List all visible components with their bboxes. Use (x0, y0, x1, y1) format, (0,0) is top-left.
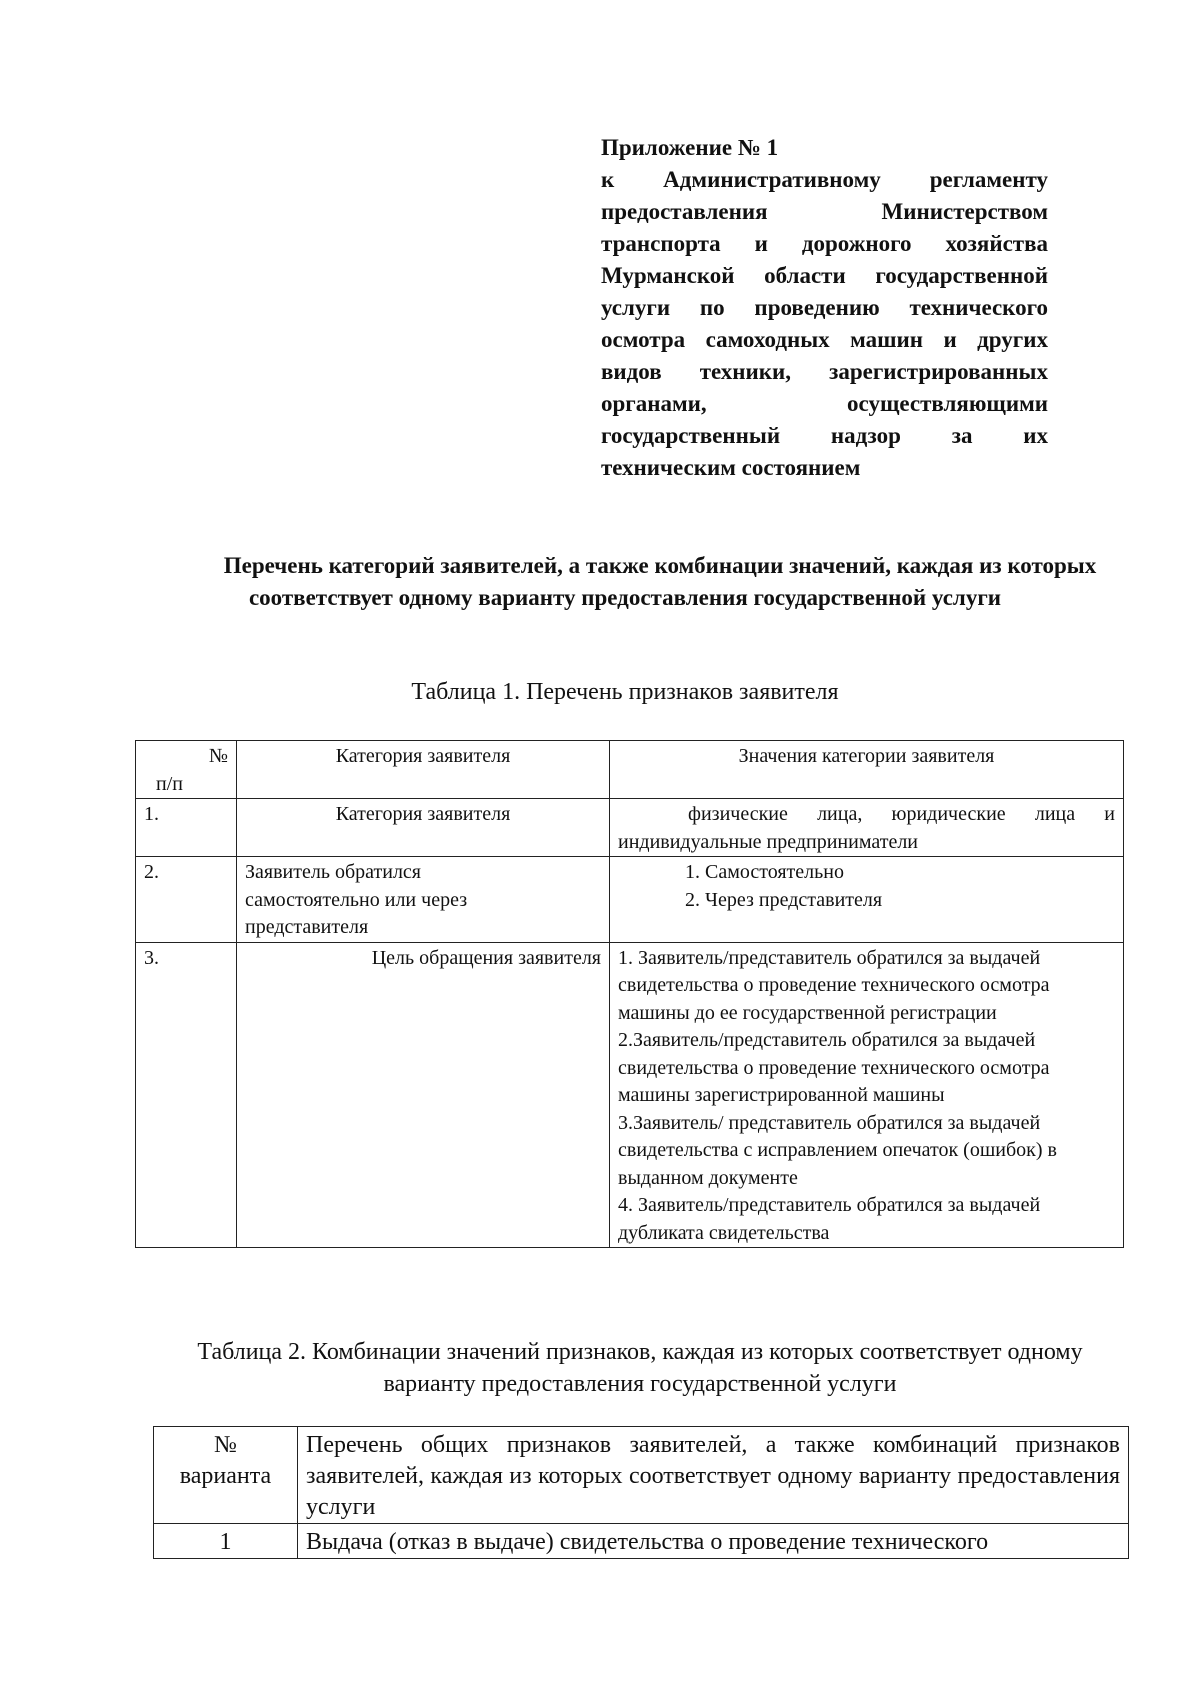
row-values-cell: физические лица, юридические лица и индивидуальные предприниматели (610, 799, 1124, 857)
header-num-top: № (208, 745, 228, 767)
row-category-cell: Категория заявителя (237, 799, 610, 857)
header-variant-top: № (214, 1432, 237, 1458)
table-row (136, 942, 1124, 1248)
row-num-cell: 3. (136, 942, 237, 1248)
header-variant-bottom: варианта (179, 1463, 272, 1489)
heading-text: Перечень категорий заявителей, а также комбинации значений, каждая из которых соответствует одному варианту предоставления государственной услуги (223, 553, 1097, 610)
header-list-cell: Перечень общих признаков заявителей, а также комбинаций признаков заявителей, каждая из которых соответствует одному варианту предоставления услуги (298, 1427, 1129, 1524)
table-row (136, 799, 1124, 857)
value-item: 1. Заявитель/представитель обратился за выдачей свидетельства о проведение технического осмотра машины до ее государственной регистрации (618, 946, 1050, 1024)
row-text-cell: Выдача (отказ в выдаче) свидетельства о проведение технического (298, 1524, 1129, 1559)
row-category-cell: Заявитель обратился самостоятельно или через представителя (237, 857, 610, 943)
table2-caption: Таблица 2. Комбинации значений признаков, каждая из которых соответствует одному варианту предоставления государственной услуги (197, 1339, 1083, 1397)
appendix-title: Приложение № 1 (601, 135, 779, 160)
appendix-body: к Административному регламенту предоставления Министерством транспорта и дорожного хозяйства Мурманской области государственной услуги по проведению технического осмотра самоходных машин и других видов техники, зарегистрированных органами, осуществляющими государственный надзор за их техническим состоянием (601, 167, 1048, 480)
value-item: 2.Заявитель/представитель обратился за выдачей свидетельства о проведение технического осмотра машины зарегистрированной машины (618, 1029, 1050, 1106)
applicant-features-table (135, 740, 1124, 1248)
value-item: 4. Заявитель/представитель обратился за выдачей дубликата свидетельства (618, 1194, 1041, 1244)
variant-combinations-table (153, 1426, 1129, 1559)
value-item: 2. Через представителя (685, 888, 883, 911)
value-item: 3.Заявитель/ представитель обратился за выдачей свидетельства с исправлением опечаток (ошибок) в выданном документе (618, 1111, 1057, 1189)
header-category-cell: Категория заявителя (237, 741, 610, 799)
row-category-cell: Цель обращения заявителя (237, 942, 610, 1248)
row-variant-cell: 1 (154, 1524, 298, 1559)
row-num-cell: 1. (136, 799, 237, 857)
table-row (136, 857, 1124, 943)
document-heading (135, 550, 1115, 614)
row-num-cell: 2. (136, 857, 237, 943)
value-item: 1. Самостоятельно (685, 861, 844, 883)
table-header-row (136, 741, 1124, 799)
table-header-row (154, 1427, 1129, 1524)
header-values-cell: Значения категории заявителя (610, 741, 1124, 799)
appendix-block (601, 132, 1048, 484)
header-variant-cell (154, 1427, 298, 1524)
header-num-cell (136, 741, 237, 799)
table-row (154, 1524, 1129, 1559)
header-num-bottom: п/п (156, 772, 183, 795)
row-values-cell (610, 857, 1124, 943)
row-values-cell (610, 942, 1124, 1248)
table1-caption: Таблица 1. Перечень признаков заявителя (411, 679, 839, 705)
